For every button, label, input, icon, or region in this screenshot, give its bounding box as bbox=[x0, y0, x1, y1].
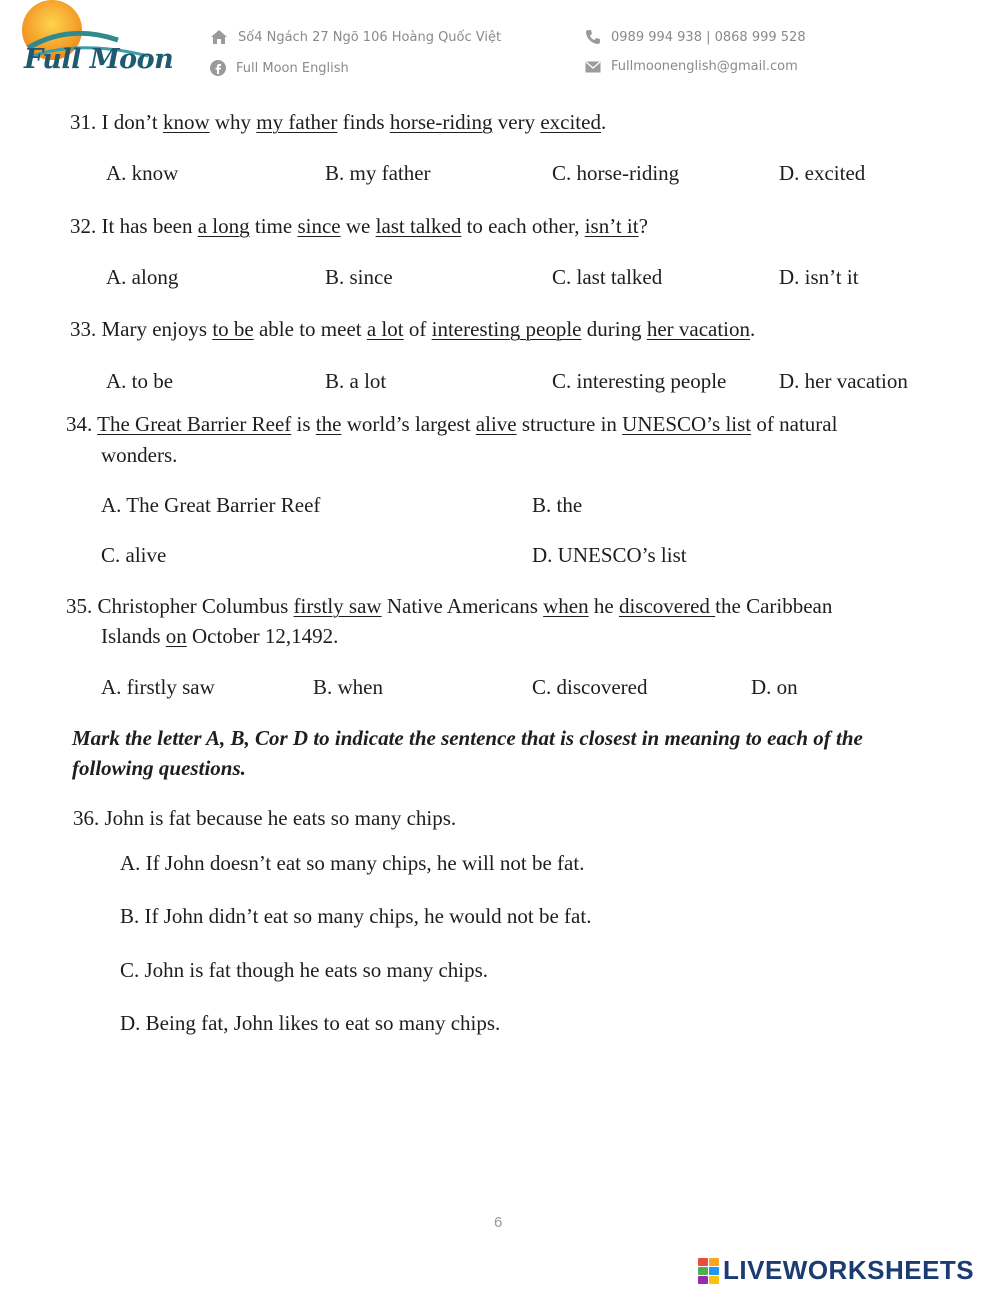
underlined-part-d: isn’t it bbox=[584, 214, 639, 238]
option-33-a[interactable]: A. to be bbox=[106, 369, 174, 393]
question-31: 31. I don’t know why my father finds horse-riding very excited. bbox=[70, 110, 607, 134]
option-32-a[interactable]: A. along bbox=[106, 265, 179, 289]
option-36-a[interactable]: A. If John doesn’t eat so many chips, he will not be fat. bbox=[120, 851, 585, 875]
question-34: 34. The Great Barrier Reef is the world’s largest alive structure in UNESCO’s list of natural bbox=[66, 412, 838, 436]
question-number: 35. bbox=[66, 594, 98, 618]
underlined-part-b: a lot bbox=[366, 317, 404, 341]
option-31-b[interactable]: B. my father bbox=[325, 161, 431, 185]
page-number: 6 bbox=[494, 1214, 503, 1231]
logo-text: Full Moon bbox=[24, 44, 174, 75]
option-33-c[interactable]: C. interesting people bbox=[552, 369, 727, 393]
option-32-b[interactable]: B. since bbox=[325, 265, 393, 289]
option-35-b[interactable]: B. when bbox=[313, 675, 383, 699]
email-line bbox=[585, 59, 798, 74]
question-number: 33. bbox=[70, 317, 102, 341]
question-32: 32. It has been a long time since we last talked to each other, isn’t it? bbox=[70, 214, 648, 238]
underlined-part-d: excited bbox=[540, 110, 601, 134]
underlined-part-a: know bbox=[162, 110, 210, 134]
full-moon-logo bbox=[18, 0, 174, 88]
underlined-part-b: since bbox=[297, 214, 341, 238]
option-31-c[interactable]: C. horse-riding bbox=[552, 161, 680, 185]
underlined-part-d: her vacation bbox=[646, 317, 751, 341]
option-32-c[interactable]: C. last talked bbox=[552, 265, 663, 289]
underlined-part-c: horse-riding bbox=[389, 110, 493, 134]
address-line bbox=[210, 29, 501, 45]
underlined-part-b: the bbox=[315, 412, 342, 436]
underlined-part-b: my father bbox=[256, 110, 338, 134]
option-35-a[interactable]: A. firstly saw bbox=[101, 675, 215, 699]
underlined-part-a: firstly saw bbox=[293, 594, 382, 618]
underlined-part-c: last talked bbox=[375, 214, 462, 238]
option-34-a[interactable]: A. The Great Barrier Reef bbox=[101, 493, 321, 517]
underlined-part-b: when bbox=[543, 594, 589, 618]
option-36-c[interactable]: C. John is fat though he eats so many chips. bbox=[120, 958, 489, 982]
question-number: 34. bbox=[66, 412, 98, 436]
liveworksheets-text: LIVEWORKSHEETS bbox=[723, 1255, 975, 1285]
option-35-c[interactable]: C. discovered bbox=[532, 675, 648, 699]
phone-icon bbox=[585, 29, 601, 45]
question-35: 35. Christopher Columbus firstly saw Native Americans when he discovered the Caribbean bbox=[66, 594, 833, 618]
underlined-part-c: alive bbox=[475, 412, 517, 436]
liveworksheets-grid-icon bbox=[698, 1258, 719, 1284]
instruction-line-2: following questions. bbox=[72, 756, 246, 780]
option-31-d[interactable]: D. excited bbox=[779, 161, 866, 185]
underlined-part-d: on bbox=[165, 624, 187, 648]
question-number: 32. bbox=[70, 214, 102, 238]
underlined-part-d: UNESCO’s list bbox=[622, 412, 752, 436]
mail-icon bbox=[585, 61, 601, 73]
question-33: 33. Mary enjoys to be able to meet a lot of interesting people during her vacation. bbox=[70, 317, 756, 341]
home-icon bbox=[210, 29, 228, 45]
facebook-line bbox=[210, 60, 349, 76]
question-34-line-2: wonders. bbox=[101, 443, 178, 467]
instruction-line-1: Mark the letter A, B, Cor D to indicate the sentence that is closest in meaning to each of the bbox=[72, 726, 863, 750]
liveworksheets-logo bbox=[698, 1255, 974, 1286]
phone-text: 0989 994 938 | 0868 999 528 bbox=[611, 29, 806, 45]
facebook-icon bbox=[210, 60, 226, 76]
address-text: Số4 Ngách 27 Ngõ 106 Hoàng Quốc Việt bbox=[238, 29, 502, 45]
option-35-d[interactable]: D. on bbox=[751, 675, 798, 699]
underlined-part-a: to be bbox=[212, 317, 254, 341]
option-34-c[interactable]: C. alive bbox=[101, 543, 167, 567]
option-34-b[interactable]: B. the bbox=[532, 493, 583, 517]
option-36-d[interactable]: D. Being fat, John likes to eat so many chips. bbox=[120, 1011, 501, 1035]
question-number: 31. bbox=[70, 110, 102, 134]
option-34-d[interactable]: D. UNESCO’s list bbox=[532, 543, 687, 567]
option-33-b[interactable]: B. a lot bbox=[325, 369, 387, 393]
option-36-b[interactable]: B. If John didn’t eat so many chips, he would not be fat. bbox=[120, 904, 592, 928]
option-31-a[interactable]: A. know bbox=[106, 161, 179, 185]
facebook-text: Full Moon English bbox=[236, 60, 349, 76]
question-36: 36. John is fat because he eats so many chips. bbox=[73, 806, 457, 830]
underlined-part-c: interesting people bbox=[431, 317, 582, 341]
phone-line bbox=[585, 29, 806, 45]
option-33-d[interactable]: D. her vacation bbox=[779, 369, 908, 393]
email-text: Fullmoonenglish@gmail.com bbox=[611, 59, 798, 74]
option-32-d[interactable]: D. isn’t it bbox=[779, 265, 859, 289]
question-35-line-2: Islands on October 12,1492. bbox=[101, 624, 339, 648]
underlined-part-c: discovered bbox=[618, 594, 716, 618]
underlined-part-a: The Great Barrier Reef bbox=[97, 412, 292, 436]
underlined-part-a: a long bbox=[197, 214, 250, 238]
